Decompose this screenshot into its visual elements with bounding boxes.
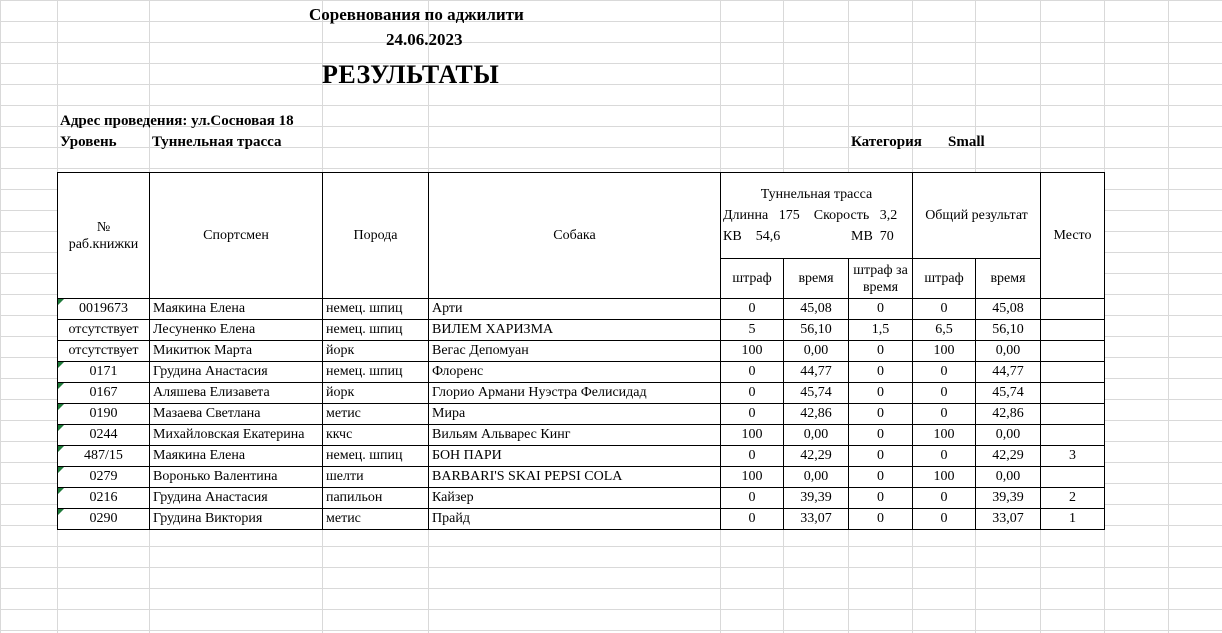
athlete-cell[interactable]: Аляшева Елизавета: [150, 383, 323, 404]
place-cell[interactable]: [1041, 320, 1105, 341]
time-penalty-cell[interactable]: 0: [849, 467, 913, 488]
kv-value: 54,6: [755, 229, 781, 244]
time-penalty-cell[interactable]: 0: [849, 488, 913, 509]
dog-cell[interactable]: Кайзер: [429, 488, 721, 509]
penalty-cell[interactable]: 0: [721, 446, 784, 467]
col-book-header: № раб.книжки: [58, 173, 150, 299]
penalty-cell[interactable]: 0: [721, 488, 784, 509]
book-cell[interactable]: 0279: [58, 467, 150, 488]
athlete-cell[interactable]: Мазаева Светлана: [150, 404, 323, 425]
table-row: [58, 467, 1105, 488]
table-row: [58, 446, 1105, 467]
time-penalty-cell[interactable]: 0: [849, 341, 913, 362]
time-cell[interactable]: 44,77: [784, 362, 849, 383]
book-cell[interactable]: отсутствует: [58, 341, 150, 362]
level-value: Туннельная трасса: [152, 134, 282, 150]
place-cell[interactable]: [1041, 362, 1105, 383]
book-cell[interactable]: 0019673: [58, 299, 150, 320]
col-time-penalty-header: штраф за время: [849, 259, 913, 299]
place-cell[interactable]: [1041, 467, 1105, 488]
total-time-cell[interactable]: 45,74: [976, 383, 1041, 404]
athlete-cell[interactable]: Грудина Анастасия: [150, 362, 323, 383]
col-place-header: Место: [1041, 173, 1105, 299]
total-penalty-cell[interactable]: 0: [913, 446, 976, 467]
breed-cell[interactable]: немец. шпиц: [323, 446, 429, 467]
time-penalty-cell[interactable]: 0: [849, 509, 913, 530]
total-time-cell[interactable]: 42,29: [976, 446, 1041, 467]
total-penalty-cell[interactable]: 100: [913, 425, 976, 446]
dog-cell[interactable]: Вильям Альварес Кинг: [429, 425, 721, 446]
dog-cell[interactable]: Глорио Армани Нуэстра Фелисидад: [429, 383, 721, 404]
time-penalty-cell[interactable]: 0: [849, 446, 913, 467]
speed-value: 3,2: [879, 208, 898, 223]
category-label: Категория: [851, 134, 922, 150]
athlete-cell[interactable]: Лесуненко Елена: [150, 320, 323, 341]
col-breed-header: Порода: [323, 173, 429, 299]
book-cell[interactable]: 0244: [58, 425, 150, 446]
place-cell[interactable]: 3: [1041, 446, 1105, 467]
results-heading: РЕЗУЛЬТАТЫ: [322, 60, 500, 89]
table-row: [58, 320, 1105, 341]
athlete-cell[interactable]: Маякина Елена: [150, 446, 323, 467]
total-penalty-cell[interactable]: 0: [913, 404, 976, 425]
breed-cell[interactable]: немец. шпиц: [323, 320, 429, 341]
penalty-cell[interactable]: 0: [721, 299, 784, 320]
total-penalty-cell[interactable]: 0: [913, 509, 976, 530]
col-penalty-header: штраф: [721, 259, 784, 299]
total-time-cell[interactable]: 45,08: [976, 299, 1041, 320]
penalty-cell[interactable]: 5: [721, 320, 784, 341]
time-cell[interactable]: 42,86: [784, 404, 849, 425]
col-athlete-header: Спортсмен: [150, 173, 323, 299]
col-dog-header: Собака: [429, 173, 721, 299]
time-penalty-cell[interactable]: 0: [849, 404, 913, 425]
book-cell[interactable]: 0171: [58, 362, 150, 383]
competition-title: Соревнования по аджилити: [309, 5, 524, 24]
breed-cell[interactable]: папильон: [323, 488, 429, 509]
time-cell[interactable]: 56,10: [784, 320, 849, 341]
competition-date: 24.06.2023: [386, 30, 463, 49]
time-cell[interactable]: 0,00: [784, 467, 849, 488]
dog-cell[interactable]: BARBARI'S SKAI PEPSI COLA: [429, 467, 721, 488]
breed-cell[interactable]: ккчс: [323, 425, 429, 446]
col-total-penalty-header: штраф: [913, 259, 976, 299]
col-total-time-header: время: [976, 259, 1041, 299]
total-time-cell[interactable]: 42,86: [976, 404, 1041, 425]
total-penalty-cell[interactable]: 0: [913, 383, 976, 404]
total-time-cell[interactable]: 44,77: [976, 362, 1041, 383]
table-row: [58, 362, 1105, 383]
athlete-cell[interactable]: Микитюк Марта: [150, 341, 323, 362]
total-penalty-cell[interactable]: 0: [913, 362, 976, 383]
total-time-cell[interactable]: 56,10: [976, 320, 1041, 341]
dog-cell[interactable]: Мира: [429, 404, 721, 425]
athlete-cell[interactable]: Михайловская Екатерина: [150, 425, 323, 446]
level-label: Уровень: [60, 134, 117, 150]
time-cell[interactable]: 33,07: [784, 509, 849, 530]
place-cell[interactable]: [1041, 404, 1105, 425]
penalty-cell[interactable]: 100: [721, 341, 784, 362]
total-penalty-cell[interactable]: 100: [913, 341, 976, 362]
breed-cell[interactable]: немец. шпиц: [323, 299, 429, 320]
breed-cell[interactable]: йорк: [323, 341, 429, 362]
book-cell[interactable]: 0290: [58, 509, 150, 530]
table-row: [58, 341, 1105, 362]
length-label: Длинна: [723, 208, 769, 223]
book-cell[interactable]: 0216: [58, 488, 150, 509]
time-penalty-cell[interactable]: 1,5: [849, 320, 913, 341]
place-cell[interactable]: [1041, 341, 1105, 362]
mv-label: МВ: [851, 229, 873, 244]
place-cell[interactable]: 2: [1041, 488, 1105, 509]
penalty-cell[interactable]: 100: [721, 425, 784, 446]
book-cell[interactable]: отсутствует: [58, 320, 150, 341]
book-cell[interactable]: 0190: [58, 404, 150, 425]
address: Адрес проведения: ул.Сосновая 18: [60, 113, 294, 129]
athlete-cell[interactable]: Воронько Валентина: [150, 467, 323, 488]
course-title: Туннельная трасса: [760, 187, 873, 202]
breed-cell[interactable]: метис: [323, 404, 429, 425]
table-row: [58, 383, 1105, 404]
table-row: [58, 299, 1105, 320]
time-cell[interactable]: 0,00: [784, 341, 849, 362]
place-cell[interactable]: 1: [1041, 509, 1105, 530]
penalty-cell[interactable]: 0: [721, 362, 784, 383]
time-penalty-cell[interactable]: 0: [849, 362, 913, 383]
course-header: [721, 173, 913, 259]
breed-cell[interactable]: йорк: [323, 383, 429, 404]
table-row: [58, 509, 1105, 530]
total-penalty-cell[interactable]: 6,5: [913, 320, 976, 341]
dog-cell[interactable]: Вегас Депомуан: [429, 341, 721, 362]
total-time-cell[interactable]: 39,39: [976, 488, 1041, 509]
penalty-cell[interactable]: 0: [721, 509, 784, 530]
place-cell[interactable]: [1041, 425, 1105, 446]
dog-cell[interactable]: Прайд: [429, 509, 721, 530]
breed-cell[interactable]: метис: [323, 509, 429, 530]
penalty-cell[interactable]: 100: [721, 467, 784, 488]
time-cell[interactable]: 39,39: [784, 488, 849, 509]
dog-cell[interactable]: БОН ПАРИ: [429, 446, 721, 467]
time-cell[interactable]: 45,74: [784, 383, 849, 404]
athlete-cell[interactable]: Маякина Елена: [150, 299, 323, 320]
results-table: [57, 172, 1105, 530]
speed-label: Скорость: [813, 208, 870, 223]
book-cell[interactable]: 0167: [58, 383, 150, 404]
breed-cell[interactable]: немец. шпиц: [323, 362, 429, 383]
col-time-header: время: [784, 259, 849, 299]
category-value: Small: [948, 134, 985, 150]
athlete-cell[interactable]: Грудина Виктория: [150, 509, 323, 530]
total-time-cell[interactable]: 0,00: [976, 467, 1041, 488]
time-penalty-cell[interactable]: 0: [849, 383, 913, 404]
table-row: [58, 404, 1105, 425]
mv-value: 70: [879, 229, 894, 244]
table-row: [58, 425, 1105, 446]
length-value: 175: [778, 208, 800, 223]
time-penalty-cell[interactable]: 0: [849, 425, 913, 446]
total-time-cell[interactable]: 33,07: [976, 509, 1041, 530]
dog-cell[interactable]: ВИЛЕМ ХАРИЗМА: [429, 320, 721, 341]
penalty-cell[interactable]: 0: [721, 404, 784, 425]
book-cell[interactable]: 487/15: [58, 446, 150, 467]
dog-cell[interactable]: Арти: [429, 299, 721, 320]
total-penalty-cell[interactable]: 0: [913, 488, 976, 509]
total-penalty-cell[interactable]: 100: [913, 467, 976, 488]
total-time-cell[interactable]: 0,00: [976, 425, 1041, 446]
total-penalty-cell[interactable]: 0: [913, 299, 976, 320]
penalty-cell[interactable]: 0: [721, 383, 784, 404]
kv-label: КВ: [723, 229, 742, 244]
place-cell[interactable]: [1041, 383, 1105, 404]
total-time-cell[interactable]: 0,00: [976, 341, 1041, 362]
time-cell[interactable]: 0,00: [784, 425, 849, 446]
time-cell[interactable]: 45,08: [784, 299, 849, 320]
total-header: Общий результат: [913, 173, 1041, 259]
athlete-cell[interactable]: Грудина Анастасия: [150, 488, 323, 509]
table-row: [58, 488, 1105, 509]
time-cell[interactable]: 42,29: [784, 446, 849, 467]
place-cell[interactable]: [1041, 299, 1105, 320]
breed-cell[interactable]: шелти: [323, 467, 429, 488]
time-penalty-cell[interactable]: 0: [849, 299, 913, 320]
dog-cell[interactable]: Флоренс: [429, 362, 721, 383]
